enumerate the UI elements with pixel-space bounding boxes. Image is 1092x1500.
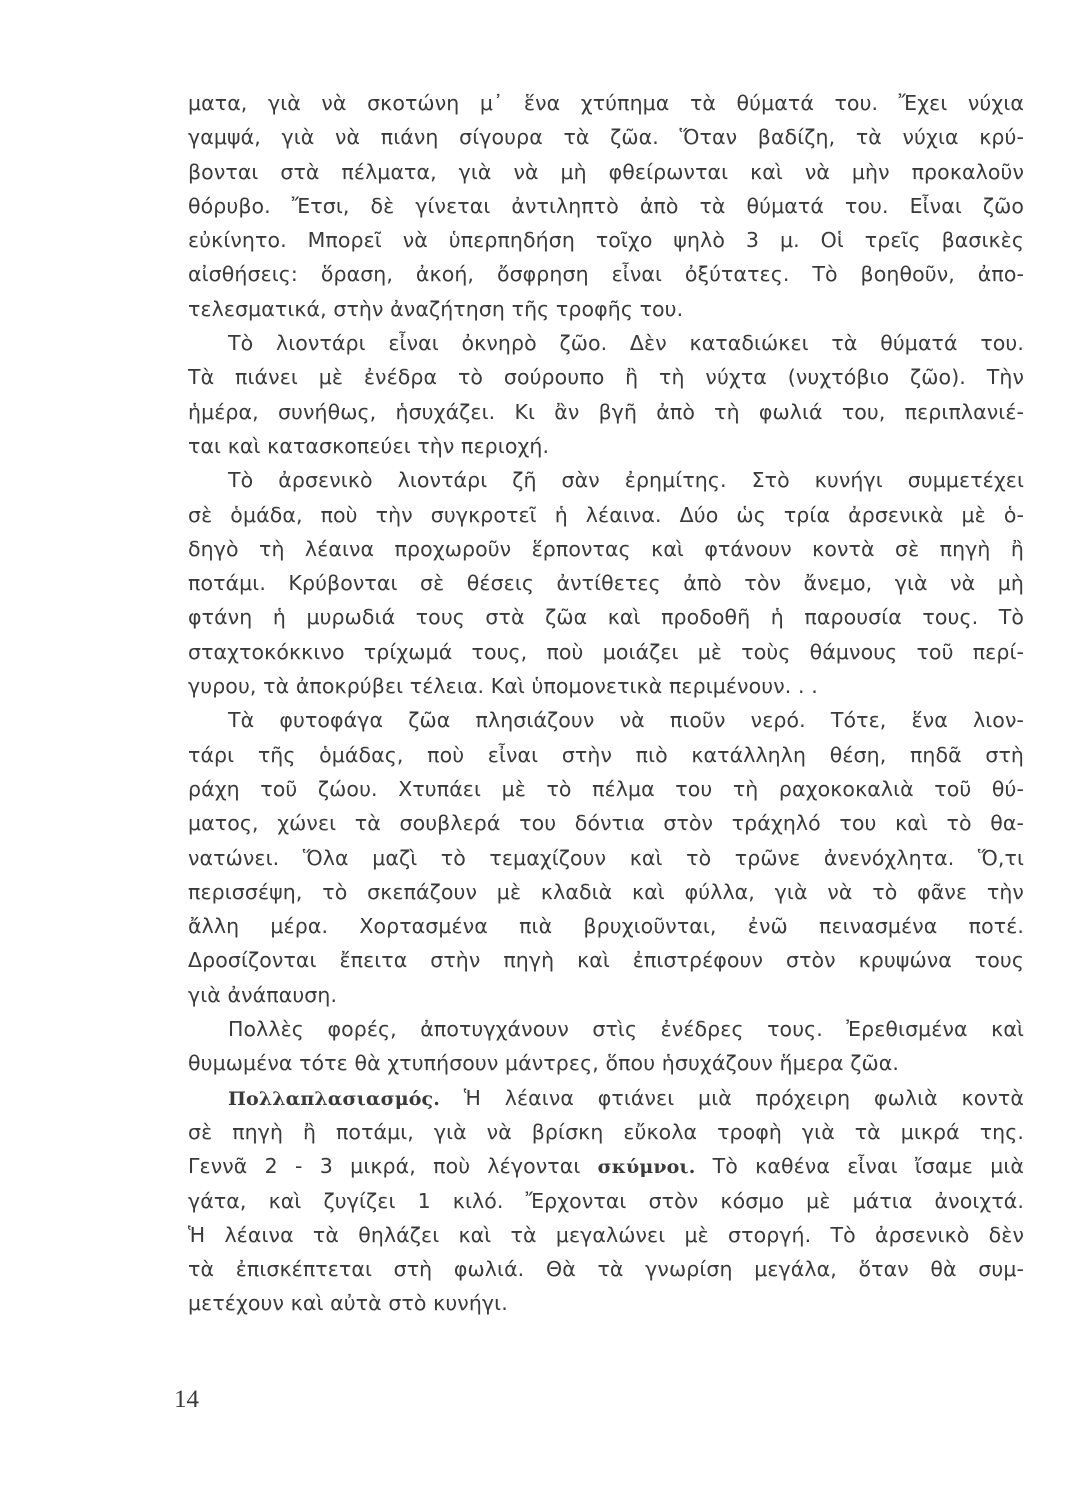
text-line (188, 1149, 1024, 1183)
text-line: φτάνη ἡ μυρωδιά τους στὰ ζῶα καὶ προδοθῆ ἡ παρουσία τους. Τὸ (188, 605, 1024, 630)
page-number: 14 (174, 1386, 199, 1413)
text-line: γάτα, καὶ ζυγίζει 1 κιλό. Ἔρχονται στὸν κόσμο μὲ μάτια ἀνοιχτά. (188, 1188, 1024, 1213)
text-line: Τὸ ἀρσενικὸ λιοντάρι ζῆ σὰν ἐρημίτης. Στὸ κυνήγι συμμετέχει (228, 468, 1024, 493)
text-line: σταχτοκόκκινο τρίχωμά τους, ποὺ μοιάζει μὲ τοὺς θάμνους τοῦ περί- (188, 639, 1024, 664)
text-line: γιὰ ἀνάπαυση. (188, 982, 338, 1007)
text-line: θόρυβο. Ἔτσι, δὲ γίνεται ἀντιληπτὸ ἀπὸ τὰ θύματά του. Εἶναι ζῶο (188, 193, 1024, 218)
text-line: βονται στὰ πέλματα, γιὰ νὰ μὴ φθείρωνται καὶ νὰ μὴν προκαλοῦν (188, 159, 1024, 184)
heading-rest-text: Ἡ λέαινα φτιάνει μιὰ πρόχειρη φωλιὰ κοντὰ (463, 1085, 1024, 1110)
text-line: ἄλλη μέρα. Χορτασμένα πιὰ βρυχιοῦνται, ἐνῶ πεινασμένα ποτέ. (188, 914, 1024, 939)
text-line: αἰσθήσεις: ὅραση, ἀκοή, ὄσφρηση εἶναι ὀξύτατες. Τὸ βοηθοῦν, ἀπο- (188, 262, 1024, 287)
text-line: περισσέψη, τὸ σκεπάζουν μὲ κλαδιὰ καὶ φύλλα, γιὰ νὰ τὸ φᾶνε τὴν (188, 879, 1024, 904)
text-line: θυμωμένα τότε θὰ χτυπήσουν μάντρες, ὅπου ἡσυχάζουν ἥμερα ζῶα. (188, 1051, 899, 1076)
text-line: ται καὶ κατασκοπεύει τὴν περιοχή. (188, 433, 550, 458)
text-line: σὲ πηγὴ ἢ ποτάμι, γιὰ νὰ βρίσκη εὔκολα τροφὴ γιὰ τὰ μικρά της. (188, 1119, 1024, 1144)
bold-term: σκύμνοι. (597, 1156, 696, 1179)
text-line: νατώνει. Ὅλα μαζὶ τὸ τεμαχίζουν καὶ τὸ τρῶνε ἀνενόχλητα. Ὅ,τι (188, 845, 1024, 870)
text-line (188, 1081, 1024, 1115)
text-line: γυρου, τὰ ἀποκρύβει τέλεια. Καὶ ὑπομονετικὰ περιμένουν. . . (188, 674, 818, 699)
text-line: τάρι τῆς ὁμάδας, ποὺ εἶναι στὴν πιὸ κατάλληλη θέση, πηδᾶ στὴ (188, 742, 1024, 767)
text-line: σὲ ὁμάδα, ποὺ τὴν συγκροτεῖ ἡ λέαινα. Δύο ὡς τρία ἀρσενικὰ μὲ ὁ- (188, 502, 1024, 527)
text-line: ράχη τοῦ ζώου. Χτυπάει μὲ τὸ πέλμα του τὴ ραχοκοκαλιὰ τοῦ θύ- (188, 776, 1024, 801)
text-line: μετέχουν καὶ αὐτὰ στὸ κυνήγι. (188, 1291, 508, 1316)
text-line: ἡμέρα, συνήθως, ἡσυχάζει. Κι ἂν βγῆ ἀπὸ τὴ φωλιά του, περιπλανιέ- (188, 399, 1024, 424)
text-line: Τὰ πιάνει μὲ ἐνέδρα τὸ σούρουπο ἢ τὴ νύχτα (νυχτόβιο ζῶο). Τὴν (188, 365, 1024, 390)
text-line: ποτάμι. Κρύβονται σὲ θέσεις ἀντίθετες ἀπὸ τὸν ἄνεμο, γιὰ νὰ μὴ (188, 571, 1024, 596)
text-line: ματος, χώνει τὰ σουβλερά του δόντια στὸν τράχηλό του καὶ τὸ θα- (188, 811, 1024, 836)
term-line-after: Τὸ καθένα εἶναι ἴσαμε μιὰ (712, 1154, 1024, 1179)
text-line: Πολλὲς φορές, ἀποτυγχάνουν στὶς ἐνέδρες τους. Ἐρεθισμένα καὶ (228, 1017, 1024, 1042)
text-line: Δροσίζονται ἔπειτα στὴν πηγὴ καὶ ἐπιστρέφουν στὸν κρυψώνα τους (188, 948, 1024, 973)
text-line: Τὸ λιοντάρι εἶναι ὀκνηρὸ ζῶο. Δὲν καταδιώκει τὰ θύματά του. (228, 331, 1024, 356)
text-line: δηγὸ τὴ λέαινα προχωροῦν ἕρποντας καὶ φτάνουν κοντὰ σὲ πηγὴ ἢ (188, 536, 1024, 561)
text-line: ματα, γιὰ νὰ σκοτώνη μ᾽ ἕνα χτύπημα τὰ θύματά του. Ἔχει νύχια (188, 91, 1024, 115)
text-line: εὐκίνητο. Μπορεῖ νὰ ὑπερπηδήση τοῖχο ψηλὸ 3 μ. Οἱ τρεῖς βασικὲς (188, 228, 1024, 253)
text-line: τελεσματικά, στὴν ἀναζήτηση τῆς τροφῆς του. (188, 296, 684, 321)
text-line: Τὰ φυτοφάγα ζῶα πλησιάζουν νὰ πιοῦν νερό. Τότε, ἕνα λιον- (228, 708, 1024, 733)
section-heading: Πολλαπλασιασμός. (228, 1087, 440, 1110)
term-line-before: Γεννᾶ 2 - 3 μικρά, ποὺ λέγονται (188, 1154, 581, 1179)
text-line: τὰ ἐπισκέπτεται στὴ φωλιά. Θὰ τὰ γνωρίση μεγάλα, ὅταν θὰ συμ- (188, 1257, 1024, 1282)
text-line: γαμψά, γιὰ νὰ πιάνη σίγουρα τὰ ζῶα. Ὅταν βαδίζη, τὰ νύχια κρύ- (188, 125, 1024, 150)
text-line: Ἡ λέαινα τὰ θηλάζει καὶ τὰ μεγαλώνει μὲ στοργή. Τὸ ἀρσενικὸ δὲν (188, 1222, 1024, 1247)
body-text (188, 86, 1024, 1321)
